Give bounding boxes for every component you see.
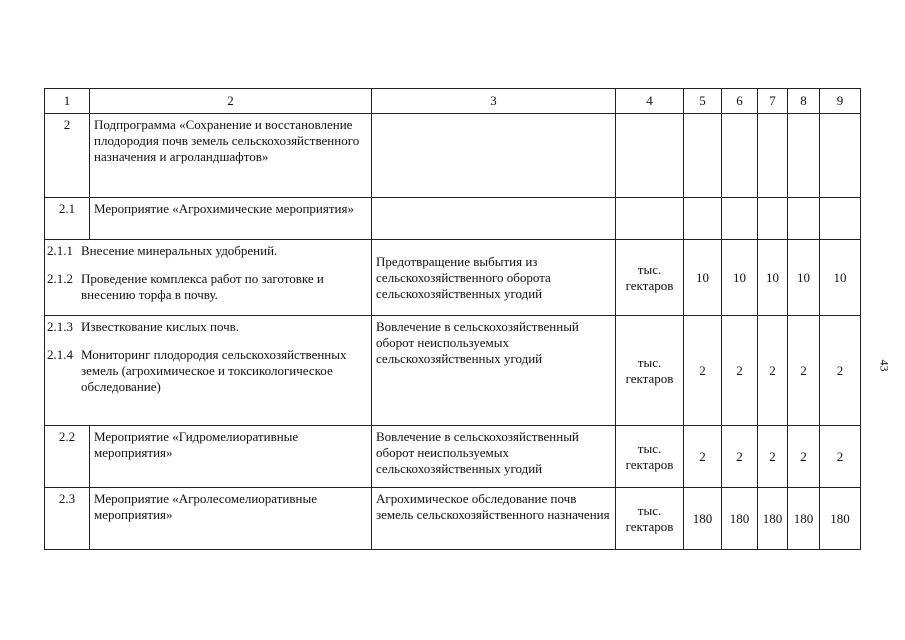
measure-name: Мероприятие «Агрохимические мероприятия»: [90, 198, 372, 240]
measure-name: Мониторинг плодородия сельскохозяйственных земель (агрохимическое и токсикологическое обследование): [81, 347, 347, 394]
row-number: 2.1.4: [47, 347, 73, 362]
table-row: [45, 426, 861, 488]
header-cell: 3: [372, 89, 616, 114]
header-cell: 6: [722, 89, 758, 114]
value-cell: 2: [758, 426, 788, 488]
unit-cell: тыс. гектаров: [616, 316, 684, 426]
measure-name: Известкование кислых почв.: [81, 319, 240, 334]
measure-group: [45, 240, 372, 316]
table-row: [45, 198, 861, 240]
subprogram-name: Подпрограмма «Сохранение и восстановление плодородия почв земель сельскохозяйственного назначения и агроландшафтов»: [90, 114, 372, 198]
header-cell: 5: [684, 89, 722, 114]
indicator-text: Предотвращение выбытия из сельскохозяйственного оборота сельскохозяйственных угодий: [372, 240, 616, 316]
value-cell: 10: [722, 240, 758, 316]
value-cell: 2: [722, 316, 758, 426]
value-cell: 10: [788, 240, 820, 316]
value-cell: 180: [820, 488, 861, 550]
program-table: [44, 88, 861, 550]
indicator-text: Вовлечение в сельскохозяйственный оборот неиспользуемых сельскохозяйственных угодий: [372, 316, 616, 426]
measure-group: [45, 316, 372, 426]
measure-name: Мероприятие «Гидромелиоративные мероприятия»: [90, 426, 372, 488]
unit-cell: тыс. гектаров: [616, 488, 684, 550]
value-cell: 180: [758, 488, 788, 550]
measure-name: Проведение комплекса работ по заготовке и внесению торфа в почву.: [81, 271, 324, 302]
header-cell: 7: [758, 89, 788, 114]
value-cell: 2: [722, 426, 758, 488]
row-number: 2.1.1: [47, 243, 73, 258]
header-cell: 2: [90, 89, 372, 114]
row-number: 2.2: [45, 426, 90, 488]
value-cell: 2: [684, 316, 722, 426]
value-cell: 2: [820, 316, 861, 426]
table-row: [45, 488, 861, 550]
indicator-text: Вовлечение в сельскохозяйственный оборот неиспользуемых сельскохозяйственных угодий: [372, 426, 616, 488]
value-cell: 2: [758, 316, 788, 426]
row-number: 2.1.2: [47, 271, 73, 286]
value-cell: 2: [684, 426, 722, 488]
value-cell: 2: [788, 426, 820, 488]
value-cell: 180: [788, 488, 820, 550]
table-row: [45, 114, 861, 198]
header-cell: 1: [45, 89, 90, 114]
value-cell: 2: [820, 426, 861, 488]
value-cell: 2: [788, 316, 820, 426]
value-cell: 180: [684, 488, 722, 550]
header-row: [45, 89, 861, 114]
row-number: 2.1: [45, 198, 90, 240]
value-cell: 180: [722, 488, 758, 550]
value-cell: 10: [820, 240, 861, 316]
header-cell: 8: [788, 89, 820, 114]
unit-cell: тыс. гектаров: [616, 426, 684, 488]
table-row: [45, 316, 861, 426]
indicator-text: Агрохимическое обследование почв земель сельскохозяйственного назначения: [372, 488, 616, 550]
value-cell: 10: [758, 240, 788, 316]
value-cell: 10: [684, 240, 722, 316]
header-cell: 4: [616, 89, 684, 114]
page-number: 43: [877, 359, 892, 372]
row-number: 2.1.3: [47, 319, 73, 334]
header-cell: 9: [820, 89, 861, 114]
unit-cell: тыс. гектаров: [616, 240, 684, 316]
measure-name: Мероприятие «Агролесомелиоративные мероприятия»: [90, 488, 372, 550]
table-row: [45, 240, 861, 316]
row-number: 2.3: [45, 488, 90, 550]
row-number: 2: [45, 114, 90, 198]
measure-name: Внесение минеральных удобрений.: [81, 243, 278, 258]
